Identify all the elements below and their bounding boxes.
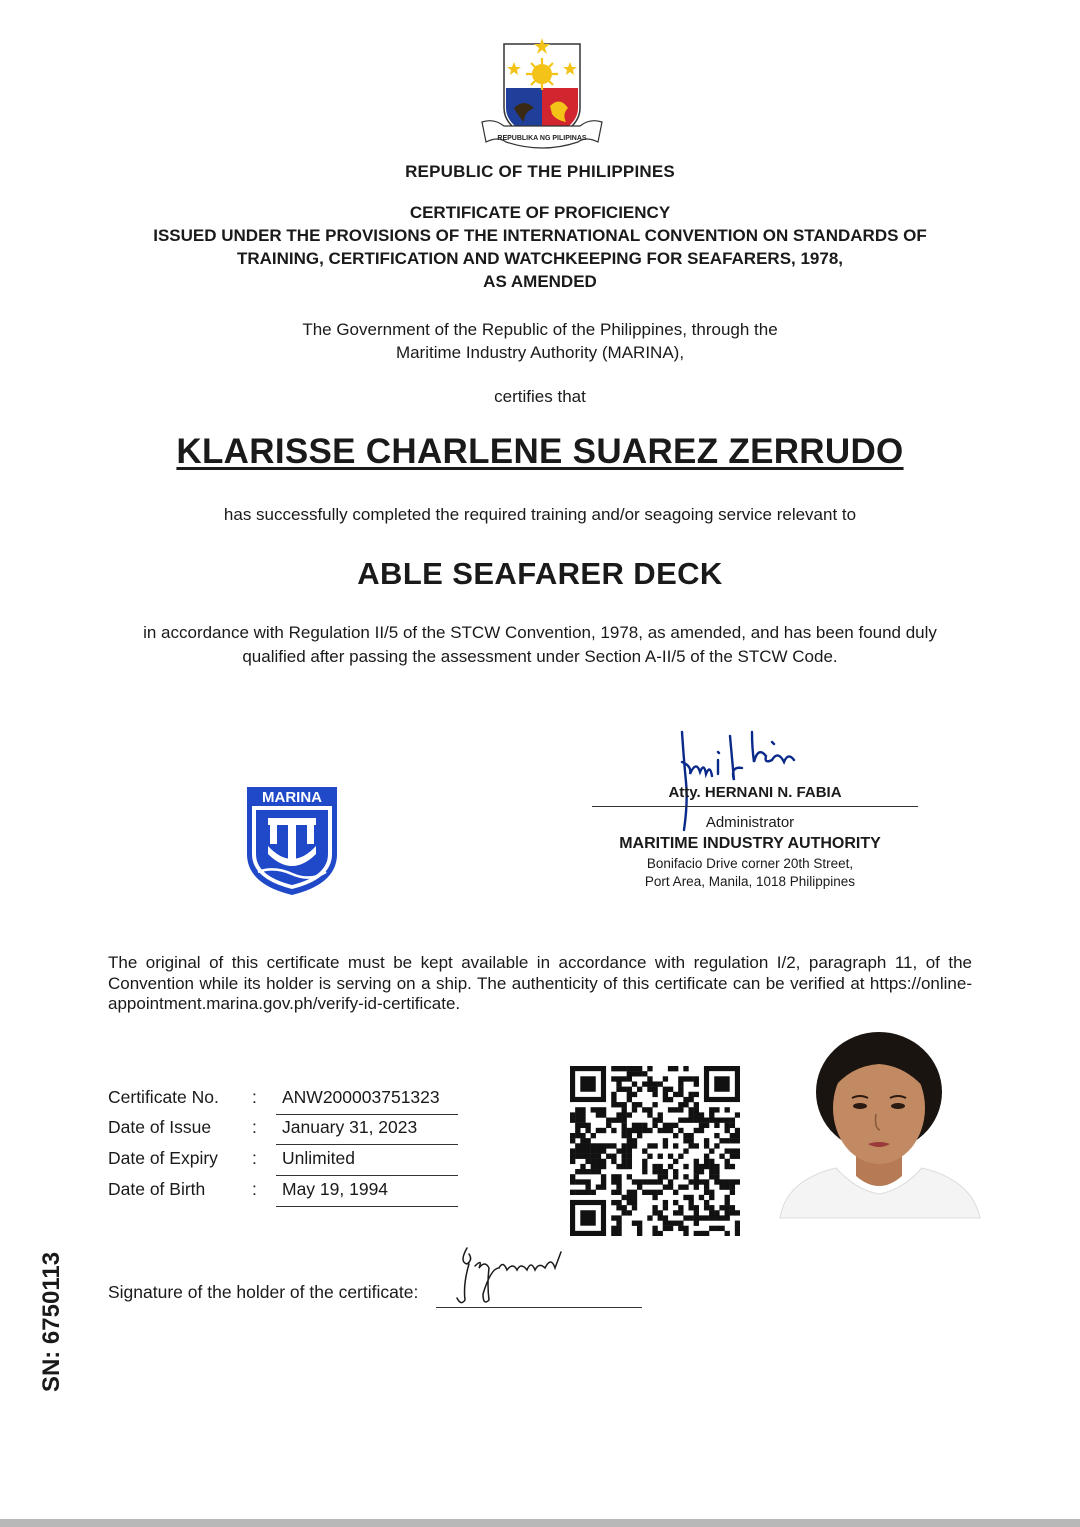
verification-qr-code	[570, 1066, 740, 1236]
capacity-title: ABLE SEAFARER DECK	[357, 556, 723, 591]
government-statement	[0, 318, 1080, 364]
field-underline	[276, 1175, 458, 1176]
certificate-no-value: ANW200003751323	[282, 1087, 440, 1107]
svg-text:REPUBLIKA NG PILIPINAS: REPUBLIKA NG PILIPINAS	[497, 135, 587, 142]
field-certificate-no	[108, 1087, 468, 1117]
convention-line-3: AS AMENDED	[483, 272, 597, 291]
date-of-issue-label: Date of Issue	[108, 1117, 212, 1137]
convention-line-2: TRAINING, CERTIFICATION AND WATCHKEEPING FOR SEAFARERS, 1978,	[236, 249, 844, 268]
qr-finder-pattern	[704, 1066, 740, 1102]
field-underline	[276, 1144, 458, 1145]
date-of-expiry-value: Unlimited	[282, 1148, 355, 1168]
field-date-of-birth	[108, 1179, 468, 1209]
field-date-of-issue	[108, 1117, 468, 1147]
holder-name: KLARISSE CHARLENE SUAREZ ZERRUDO	[176, 432, 904, 471]
authority-address-line-1: Bonifacio Drive corner 20th Street,	[646, 856, 854, 871]
government-line-2: Maritime Industry Authority (MARINA),	[395, 343, 685, 362]
authority-name: MARITIME INDUSTRY AUTHORITY	[619, 835, 881, 852]
bottom-edge-bar	[0, 1519, 1080, 1527]
holder-signature-label: Signature of the holder of the certificate:	[108, 1282, 419, 1302]
field-date-of-expiry	[108, 1148, 468, 1178]
government-line-1: The Government of the Republic of the Philippines, through the	[302, 320, 778, 339]
date-of-birth-label: Date of Birth	[108, 1179, 206, 1199]
certificate-no-label: Certificate No.	[108, 1087, 219, 1107]
serial-number: SN: 6750113	[38, 1251, 65, 1393]
regulation-statement	[0, 621, 1080, 669]
certificate-title: CERTIFICATE OF PROFICIENCY	[409, 203, 671, 222]
field-underline	[276, 1206, 458, 1207]
holder-photo	[776, 1030, 982, 1220]
field-colon: :	[252, 1117, 257, 1137]
holder-signature	[455, 1244, 567, 1306]
qr-finder-pattern	[570, 1200, 606, 1236]
certifies-text: certifies that	[494, 387, 586, 406]
convention-line-1: ISSUED UNDER THE PROVISIONS OF THE INTERNATIONAL CONVENTION ON STANDARDS OF	[153, 226, 927, 245]
administrator-name: Atty. HERNANI N. FABIA	[668, 784, 842, 801]
marina-logo	[244, 784, 340, 898]
date-of-issue-value: January 31, 2023	[282, 1117, 418, 1137]
authority-address-line-2: Port Area, Manila, 1018 Philippines	[644, 874, 856, 889]
qr-finder-pattern	[570, 1066, 606, 1102]
republic-heading: REPUBLIC OF THE PHILIPPINES	[405, 162, 675, 181]
administrator-signature-line	[592, 806, 918, 807]
field-colon: :	[252, 1148, 257, 1168]
field-colon: :	[252, 1087, 257, 1107]
regulation-line-2: qualified after passing the assessment under Section A-II/5 of the STCW Code.	[242, 647, 838, 666]
date-of-expiry-label: Date of Expiry	[108, 1148, 218, 1168]
date-of-birth-value: May 19, 1994	[282, 1179, 389, 1199]
field-colon: :	[252, 1179, 257, 1199]
certificate-title-block	[0, 201, 1080, 293]
regulation-line-1: in accordance with Regulation II/5 of the STCW Convention, 1978, as amended, and has been found duly	[143, 623, 937, 642]
verification-notice: The original of this certificate must be kept available in accordance with regulation I/2, paragraph 11, of the Convention while its holder is serving on a ship. The authenticity of this certificate can be verified at https://online-appointment.marina.gov.ph/verify-id-certificate.	[108, 953, 972, 1013]
field-underline	[276, 1114, 458, 1115]
holder-signature-line	[436, 1307, 642, 1308]
philippine-coat-of-arms-seal	[474, 30, 610, 162]
completed-text: has successfully completed the required training and/or seagoing service relevant to	[223, 505, 857, 524]
svg-text:MARINA: MARINA	[262, 789, 322, 806]
administrator-title: Administrator	[705, 814, 795, 831]
